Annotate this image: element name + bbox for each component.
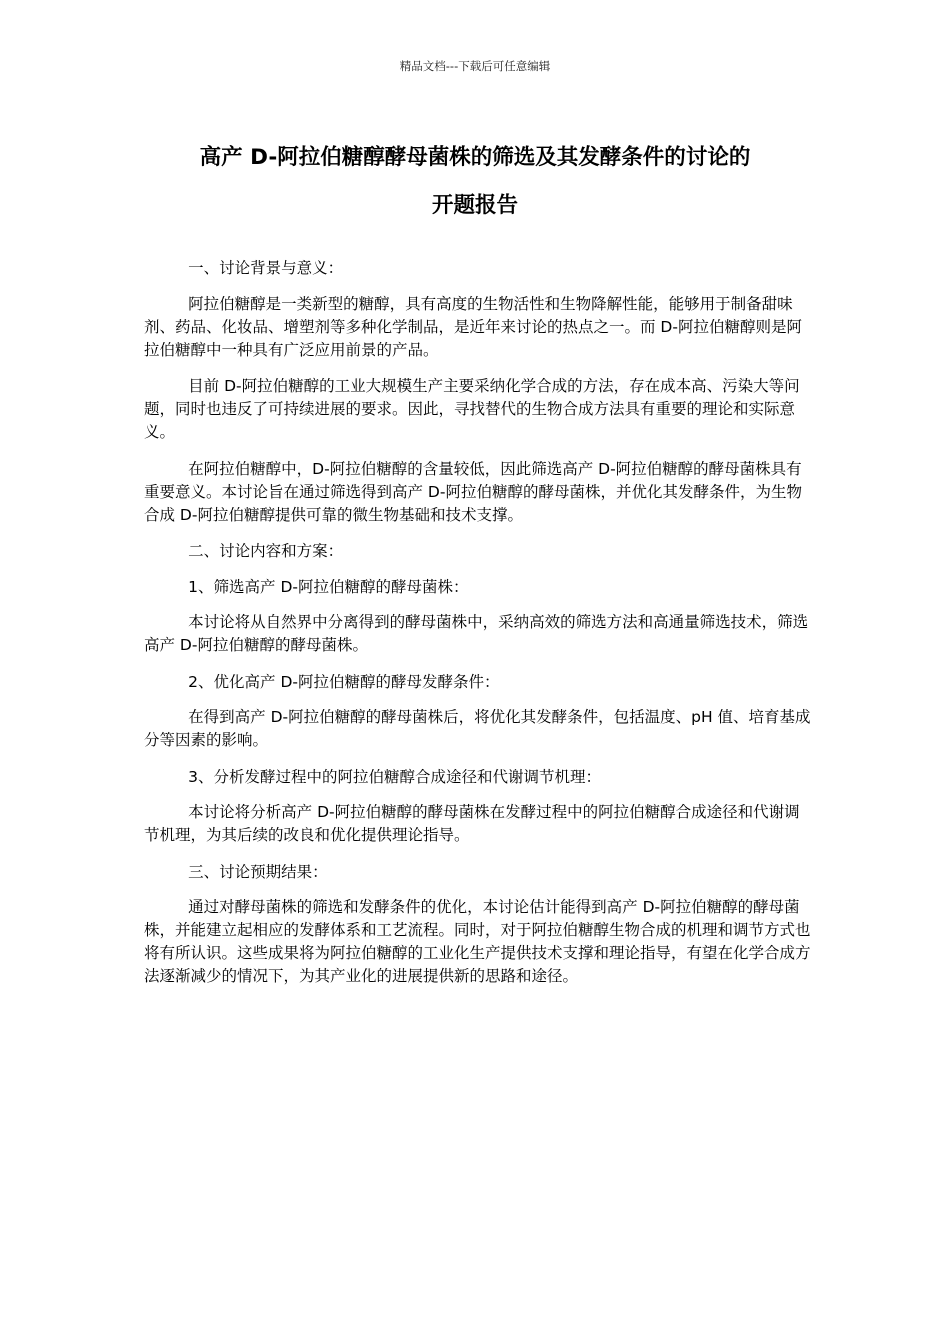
title-line-2: 开题报告	[431, 193, 518, 218]
subheading-screening: 1、筛选高产 D-阿拉伯糖醇的酵母菌株：	[188, 577, 469, 596]
section-heading-background: 一、讨论背景与意义：	[188, 259, 344, 277]
document-body	[144, 257, 812, 1002]
paragraph-mechanism: 本讨论将分析高产 D-阿拉伯糖醇的酵母菌株在发酵过程中的阿拉伯糖醇合成途径和代谢调节机理，为其后续的改良和优化提供理论指导。	[144, 803, 800, 844]
paragraph-background-2: 目前 D-阿拉伯糖醇的工业大规模生产主要采纳化学合成的方法，存在成本高、污染大等问题，同时也违反了可持续进展的要求。因此，寻找替代的生物合成方法具有重要的理论和实际意义。	[144, 377, 800, 441]
section-heading-content: 二、讨论内容和方案：	[188, 542, 344, 560]
paragraph-background-3: 在阿拉伯糖醇中，D-阿拉伯糖醇的含量较低，因此筛选高产 D-阿拉伯糖醇的酵母菌株具有重要意义。本讨论旨在通过筛选得到高产 D-阿拉伯糖醇的酵母菌株，并优化其发酵条件，为生物合成 D-阿拉伯糖醇提供可靠的微生物基础和技术支撑。	[144, 459, 802, 524]
section-heading-results: 三、讨论预期结果：	[188, 862, 328, 881]
document-title	[130, 134, 820, 230]
header-note: 精品文档---下载后可任意编辑	[399, 59, 551, 73]
title-line-1: 高产 D-阿拉伯糖醇酵母菌株的筛选及其发酵条件的讨论的	[199, 145, 751, 170]
subheading-optimization: 2、优化高产 D-阿拉伯糖醇的酵母发酵条件：	[188, 672, 500, 691]
paragraph-results: 通过对酵母菌株的筛选和发酵条件的优化，本讨论估计能得到高产 D-阿拉伯糖醇的酵母菌株，并能建立起相应的发酵体系和工艺流程。同时，对于阿拉伯糖醇生物合成的机理和调节方式也将有所认识。这些成果将为阿拉伯糖醇的工业化生产提供技术支撑和理论指导，有望在化学合成方法逐渐减少的情况下，为其产业化的进展提供新的思路和途径。	[144, 898, 811, 985]
subheading-mechanism: 3、分析发酵过程中的阿拉伯糖醇合成途径和代谢调节机理：	[188, 767, 602, 786]
paragraph-optimization: 在得到高产 D-阿拉伯糖醇的酵母菌株后，将优化其发酵条件，包括温度、pH 值、培育基成分等因素的影响。	[144, 708, 811, 749]
paragraph-screening: 本讨论将从自然界中分离得到的酵母菌株中，采纳高效的筛选方法和高通量筛选技术，筛选高产 D-阿拉伯糖醇的酵母菌株。	[144, 613, 809, 654]
paragraph-background-1: 阿拉伯糖醇是一类新型的糖醇，具有高度的生物活性和生物降解性能，能够用于制备甜味剂、药品、化妆品、增塑剂等多种化学制品，是近年来讨论的热点之一。而 D-阿拉伯糖醇则是阿拉伯糖醇中一种具有广泛应用前景的产品。	[144, 294, 802, 359]
